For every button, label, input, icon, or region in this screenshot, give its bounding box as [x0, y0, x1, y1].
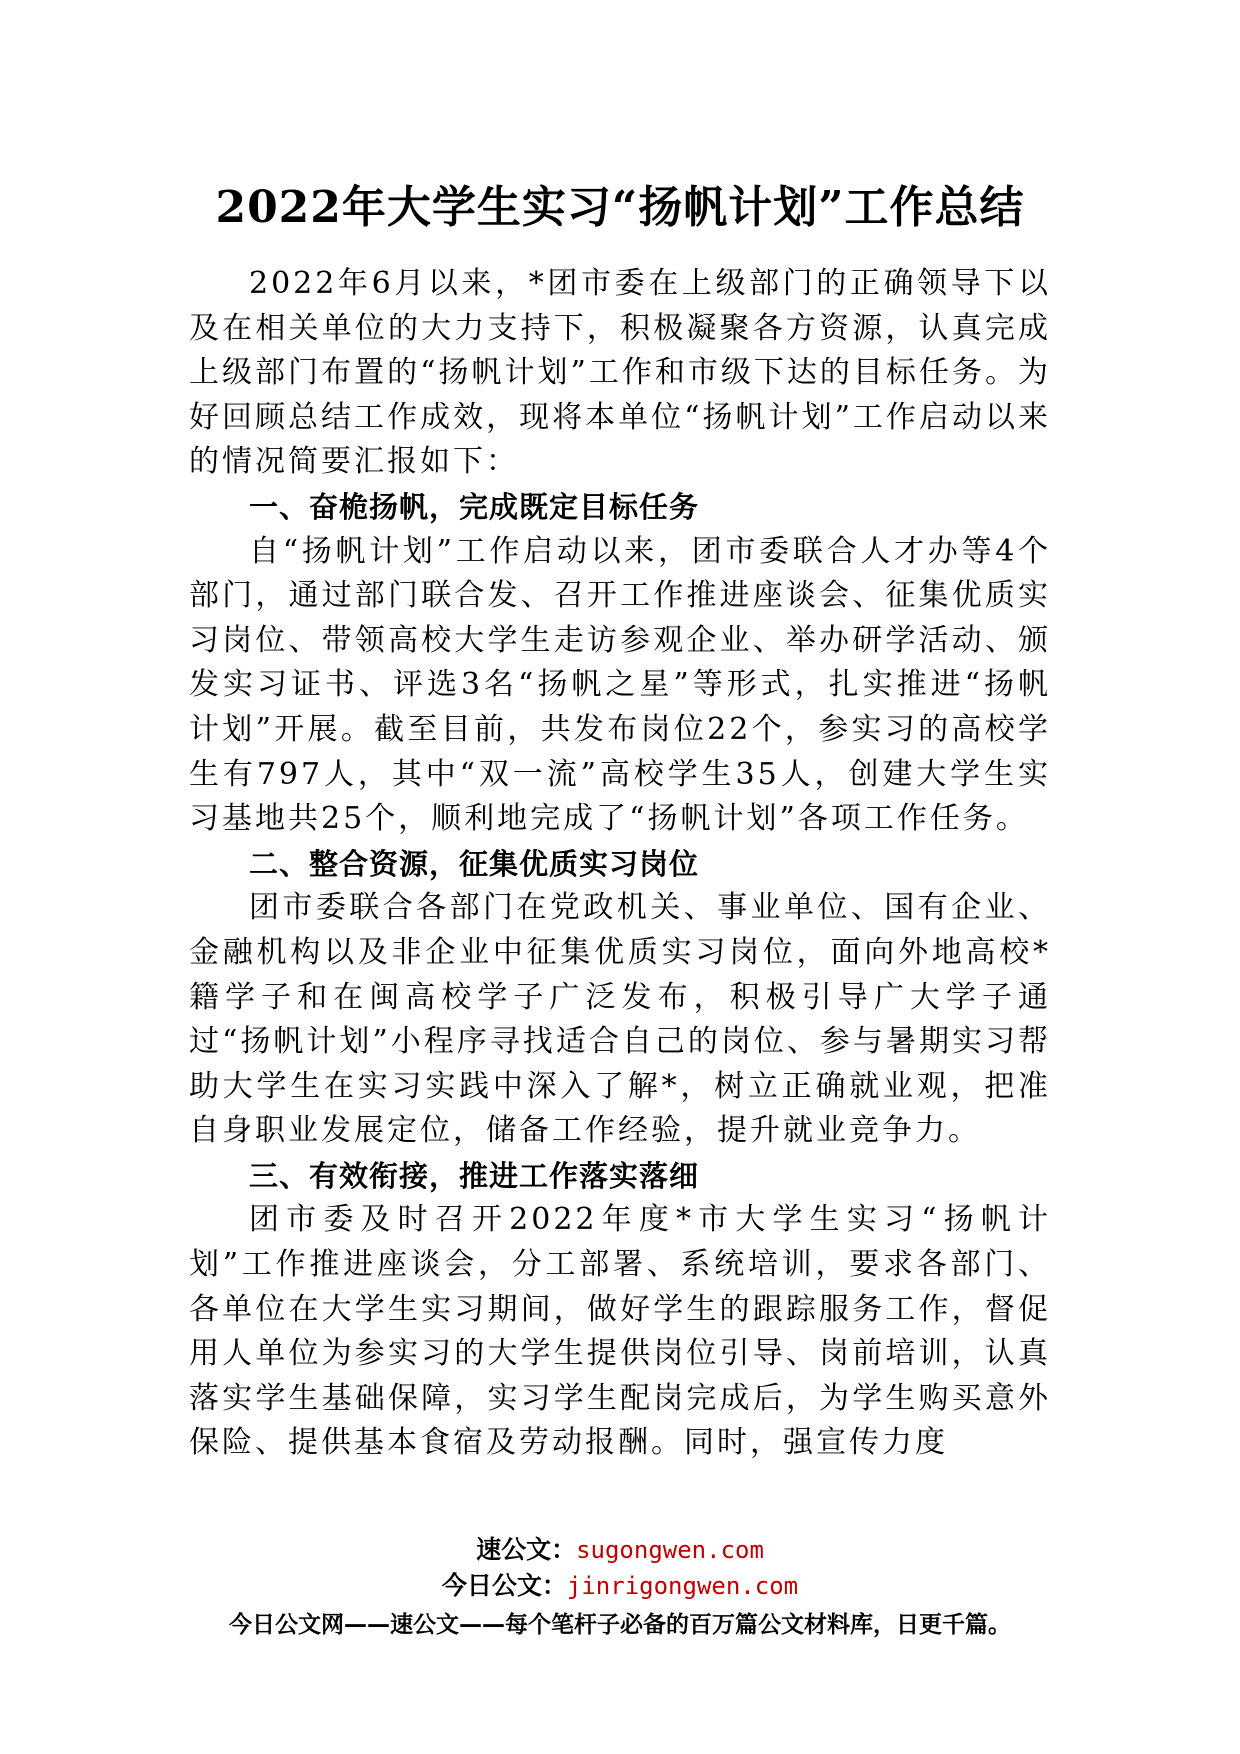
section-heading-3: 三、有效衔接，推进工作落实落细 [249, 1158, 700, 1193]
intro-paragraph: 2022年6月以来，*团市委在上级部门的正确领导下以及在相关单位的大力支持下，积极凝聚各方资源，认真完成上级部门布置的“扬帆计划”工作和市级下达的目标任务。为好回顾总结工作成效，现将本单位“扬帆计划”工作启动以来的情况简要汇报如下： [189, 266, 1051, 480]
section-heading-2: 二、整合资源，征集优质实习岗位 [249, 846, 700, 881]
document-body [189, 262, 1051, 1466]
section-2-paragraph: 团市委联合各部门在党政机关、事业单位、国有企业、金融机构以及非企业中征集优质实习岗位，面向外地高校*籍学子和在闽高校学子广泛发布，积极引导广大学子通过“扬帆计划”小程序寻找适合自己的岗位、参与暑期实习帮助大学生在实习实践中深入了解*，树立正确就业观，把准自身职业发展定位，储备工作经验，提升就业竞争力。 [189, 890, 1051, 1149]
footer-link-jinrigongwen[interactable]: jinrigongwen.com [566, 1572, 799, 1600]
footer-line-sugongwen [0, 1532, 1240, 1568]
document-title: 2022年大学生实习“扬帆计划”工作总结 [215, 182, 1025, 233]
footer-tagline: 今日公文网——速公文——每个笔杆子必备的百万篇公文材料库，日更千篇。 [229, 1612, 1011, 1638]
footer-line-jinrigongwen [0, 1568, 1240, 1604]
section-3-paragraph: 团市委及时召开2022年度*市大学生实习“扬帆计划”工作推进座谈会，分工部署、系统培训，要求各部门、各单位在大学生实习期间，做好学生的跟踪服务工作，督促用人单位为参实习的大学生提供岗位引导、岗前培训，认真落实学生基础保障，实习学生配岗完成后，为学生购买意外保险、提供基本食宿及劳动报酬。同时，强宣传力度 [189, 1202, 1051, 1461]
footer-label-jinrigongwen: 今日公文： [441, 1571, 567, 1600]
section-1-paragraph: 自“扬帆计划”工作启动以来，团市委联合人才办等4个部门，通过部门联合发、召开工作推进座谈会、征集优质实习岗位、带领高校大学生走访参观企业、举办研学活动、颁发实习证书、评选3名“扬帆之星”等形式，扎实推进“扬帆计划”开展。截至目前，共发布岗位22个，参实习的高校学生有797人，其中“双一流”高校学生35人，创建大学生实习基地共25个，顺利地完成了“扬帆计划”各项工作任务。 [189, 533, 1051, 837]
footer-label-sugongwen: 速公文： [476, 1535, 577, 1564]
footer-link-sugongwen[interactable]: sugongwen.com [576, 1536, 764, 1564]
footer-watermark [0, 1532, 1240, 1644]
section-heading-1: 一、奋桅扬帆，完成既定目标任务 [249, 489, 700, 524]
